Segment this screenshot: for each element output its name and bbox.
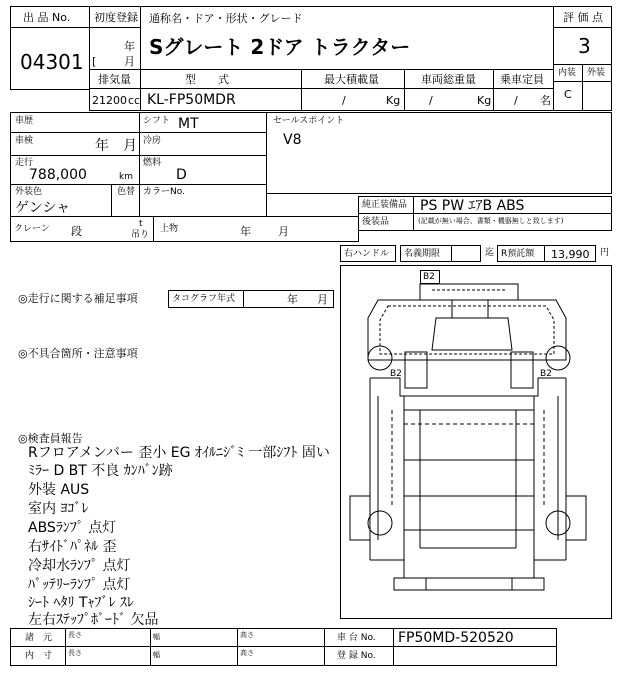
spec-len-label: 長さ <box>68 631 82 639</box>
fuel-cell <box>139 155 267 185</box>
damage-code: B2 <box>390 369 402 379</box>
dims-label: 内 寸 <box>25 651 53 661</box>
score-cell <box>553 27 612 65</box>
aftermarket-cell <box>413 213 612 231</box>
ac-cell <box>139 132 267 156</box>
model-label: 型 式 <box>185 73 229 86</box>
dims-height-cell <box>237 646 325 666</box>
spec-height-label: 高さ <box>240 631 254 639</box>
crane-cell <box>10 216 154 242</box>
inspection-year: 年 <box>95 138 109 154</box>
reg-label: 登 録 No. <box>337 651 376 661</box>
max-load-label: 最大積載量 <box>324 73 379 86</box>
displacement-label-cell <box>89 69 141 89</box>
tacho-label: タコグラフ年式 <box>172 294 236 304</box>
ext-color-cell <box>10 184 112 217</box>
boarding-month: 月 <box>278 225 289 238</box>
inspector-line: Rフロアメンバー 歪小 EG ｵｲﾙﾆｼﾞﾐ 一部ｼﾌﾄ 固い <box>28 445 330 461</box>
chassis-no: FP50MD-520520 <box>398 630 514 646</box>
dims-height-label: 高さ <box>240 649 254 657</box>
std-equip-label-cell <box>358 196 414 214</box>
exterior-score-cell <box>582 81 612 111</box>
grade-label: 通称名・ドア・形状・グレード <box>149 12 303 25</box>
color-swap-cell <box>111 184 140 217</box>
inspection-label: 車検 <box>15 136 34 146</box>
spec-height-cell <box>237 628 325 647</box>
inspector-line: 外装 AUS <box>28 482 90 498</box>
max-load-cell <box>301 88 405 111</box>
ac-label: 冷房 <box>143 136 162 146</box>
shift-label: シフト <box>143 116 171 126</box>
kg-unit-1: Kg <box>386 94 401 107</box>
first-reg-label: 初度登録 <box>94 11 138 24</box>
inspection-month: 月 <box>123 138 137 154</box>
fuel-value: D <box>176 167 187 183</box>
sales-point-cell <box>266 112 612 194</box>
driving-title: ◎走行に関する補足事項 <box>18 292 138 305</box>
chassis-label: 車 台 No. <box>337 633 376 643</box>
aftermarket-label: 後装品 <box>362 217 390 227</box>
r-surcharge-cell <box>544 245 596 262</box>
color-swap-label: 色替 <box>117 187 136 197</box>
dims-width-label: 幅 <box>153 651 160 659</box>
r-surcharge-label-cell <box>497 245 545 262</box>
shift-value: MT <box>178 116 199 132</box>
damage-mark-top <box>420 270 440 284</box>
std-equip-label: 純正装備品 <box>362 200 408 210</box>
first-reg-month: 月 <box>124 55 135 68</box>
kg-unit-2: Kg <box>477 94 492 107</box>
interior-score: C <box>564 88 572 101</box>
capacity-label: 乗車定員 <box>500 73 544 86</box>
tacho-month: 月 <box>317 293 328 306</box>
sales-point-value: V8 <box>283 132 302 148</box>
capacity-cell <box>493 88 554 111</box>
yen-unit: 円 <box>600 248 610 258</box>
max-load-label-cell <box>301 69 405 89</box>
aftermarket-note: (記載が無い場合、書類・機器無しと致します) <box>418 217 564 225</box>
grade-value: Sグレート 2ドア トラクター <box>149 35 411 59</box>
lot-no-label-cell <box>10 6 90 28</box>
gvw-cell <box>404 88 494 111</box>
spec-width-cell <box>150 628 238 647</box>
first-reg-label-cell <box>89 6 141 28</box>
lot-no-cell <box>10 27 90 90</box>
r-surcharge: 13,990 <box>551 248 590 261</box>
spec-len-cell <box>65 628 151 647</box>
interior-label: 内装 <box>558 68 577 78</box>
right-handle-cell <box>340 245 396 262</box>
boarding-label: 上物 <box>160 224 179 234</box>
exterior-label-cell <box>582 64 612 82</box>
nominal-label: 名義期限 <box>404 249 441 259</box>
inspector-line: ﾐﾗｰ D BT 不良 ｶﾝﾊﾞﾝ跡 <box>28 463 173 479</box>
crane-t: t <box>139 219 143 229</box>
aftermarket-label-cell <box>358 213 414 231</box>
nominal-label-cell <box>400 245 452 262</box>
displacement-cell <box>89 88 141 111</box>
inspector-line: ｼｰﾄ ﾍﾀﾘ Tｬﾌﾞﾚ ｽﾚ <box>28 595 134 611</box>
mileage-cell <box>10 155 140 185</box>
displacement-label: 排気量 <box>98 73 131 86</box>
interior-label-cell <box>553 64 583 82</box>
model-label-cell <box>140 69 302 89</box>
first-reg-year: 年 <box>124 40 135 53</box>
reg-label-cell <box>324 646 394 666</box>
interior-score-cell <box>553 81 583 111</box>
first-reg-cell <box>89 27 141 70</box>
inspector-line: 右ｻｲﾄﾞﾊﾟﾈﾙ 歪 <box>28 539 117 555</box>
tacho-divider <box>243 290 244 308</box>
exterior-label: 外装 <box>587 68 606 78</box>
gvw-label-cell <box>404 69 494 89</box>
damage-code: B2 <box>540 369 552 379</box>
max-load-slash: / <box>342 94 346 107</box>
dims-len-cell <box>65 646 151 666</box>
tacho-cell <box>168 290 334 308</box>
right-handle: 右ハンドル <box>344 249 390 259</box>
boarding-cell <box>153 216 359 242</box>
std-equip-value: PS PW ｴｱB ABS <box>420 198 525 214</box>
score-label: 評 価 点 <box>563 11 603 24</box>
inspector-line: 冷却水ﾗﾝﾌﾟ 点灯 <box>28 558 131 574</box>
cc-unit: cc <box>128 94 141 107</box>
capacity-slash: / <box>514 94 518 107</box>
boarding-year: 年 <box>240 225 251 238</box>
fuel-label: 燃料 <box>143 158 162 168</box>
grade-cell <box>140 6 554 70</box>
history-label: 車歴 <box>15 116 34 126</box>
dims-len-label: 長さ <box>68 649 82 657</box>
gvw-label: 車両総重量 <box>421 73 476 86</box>
spec-label: 諸 元 <box>25 633 53 643</box>
capacity-label-cell <box>493 69 554 89</box>
spec-label-cell <box>10 628 66 647</box>
inspection-cell <box>10 132 140 156</box>
ext-color-value: ゲンシャ <box>15 200 71 216</box>
diagram-frame <box>340 265 612 619</box>
crane-dan: 段 <box>71 225 82 238</box>
damage-code: B2 <box>423 272 435 282</box>
ext-color-label: 外装色 <box>15 187 43 197</box>
dims-label-cell <box>10 646 66 666</box>
color-no-cell <box>139 184 267 217</box>
std-equip-cell <box>413 196 612 214</box>
defects-title: ◎不具合箇所・注意事項 <box>18 347 138 360</box>
score-label-cell <box>553 6 612 28</box>
inspector-line: 左右ｽﾃｯﾌﾟﾎﾞｰﾄﾞ 欠品 <box>28 612 159 628</box>
crane-label: クレーン <box>14 224 50 234</box>
nominal-cell <box>451 245 481 262</box>
reg-cell <box>393 646 557 666</box>
inspector-title: ◎検査員報告 <box>18 432 83 445</box>
lot-no: 04301 <box>20 50 84 74</box>
mileage-label: 走行 <box>15 158 34 168</box>
model: KL-FP50MDR <box>147 92 236 108</box>
inspector-line: ABSﾗﾝﾌﾟ 点灯 <box>28 520 117 536</box>
color-no-label: カラーNo. <box>143 187 185 197</box>
crane-tsuri: 吊り <box>131 230 150 240</box>
mileage-value: 788,000 <box>29 167 87 183</box>
shift-cell <box>139 112 267 133</box>
chassis-label-cell <box>324 628 394 647</box>
spec-width-label: 幅 <box>153 633 160 641</box>
nominal-until: 迄 <box>485 248 495 258</box>
displacement: 21200 <box>92 94 127 107</box>
capacity-unit: 名 <box>540 94 551 107</box>
history-cell <box>10 112 140 133</box>
tacho-year: 年 <box>287 293 298 306</box>
score: 3 <box>578 34 591 58</box>
gvw-slash: / <box>429 94 433 107</box>
lot-no-label: 出 品 No. <box>23 11 71 24</box>
first-reg-bracket: [ <box>92 55 97 68</box>
sales-point-label: セールスポイント <box>273 116 345 126</box>
inspector-line: 室内 ﾖｺﾞﾚ <box>28 501 89 517</box>
chassis-cell <box>393 628 557 647</box>
inspector-line: ﾊﾞｯﾃﾘｰﾗﾝﾌﾟ 点灯 <box>28 577 131 593</box>
r-surcharge-label: R預託額 <box>501 249 535 259</box>
model-cell <box>140 88 302 111</box>
dims-width-cell <box>150 646 238 666</box>
km-unit: km <box>119 172 133 182</box>
